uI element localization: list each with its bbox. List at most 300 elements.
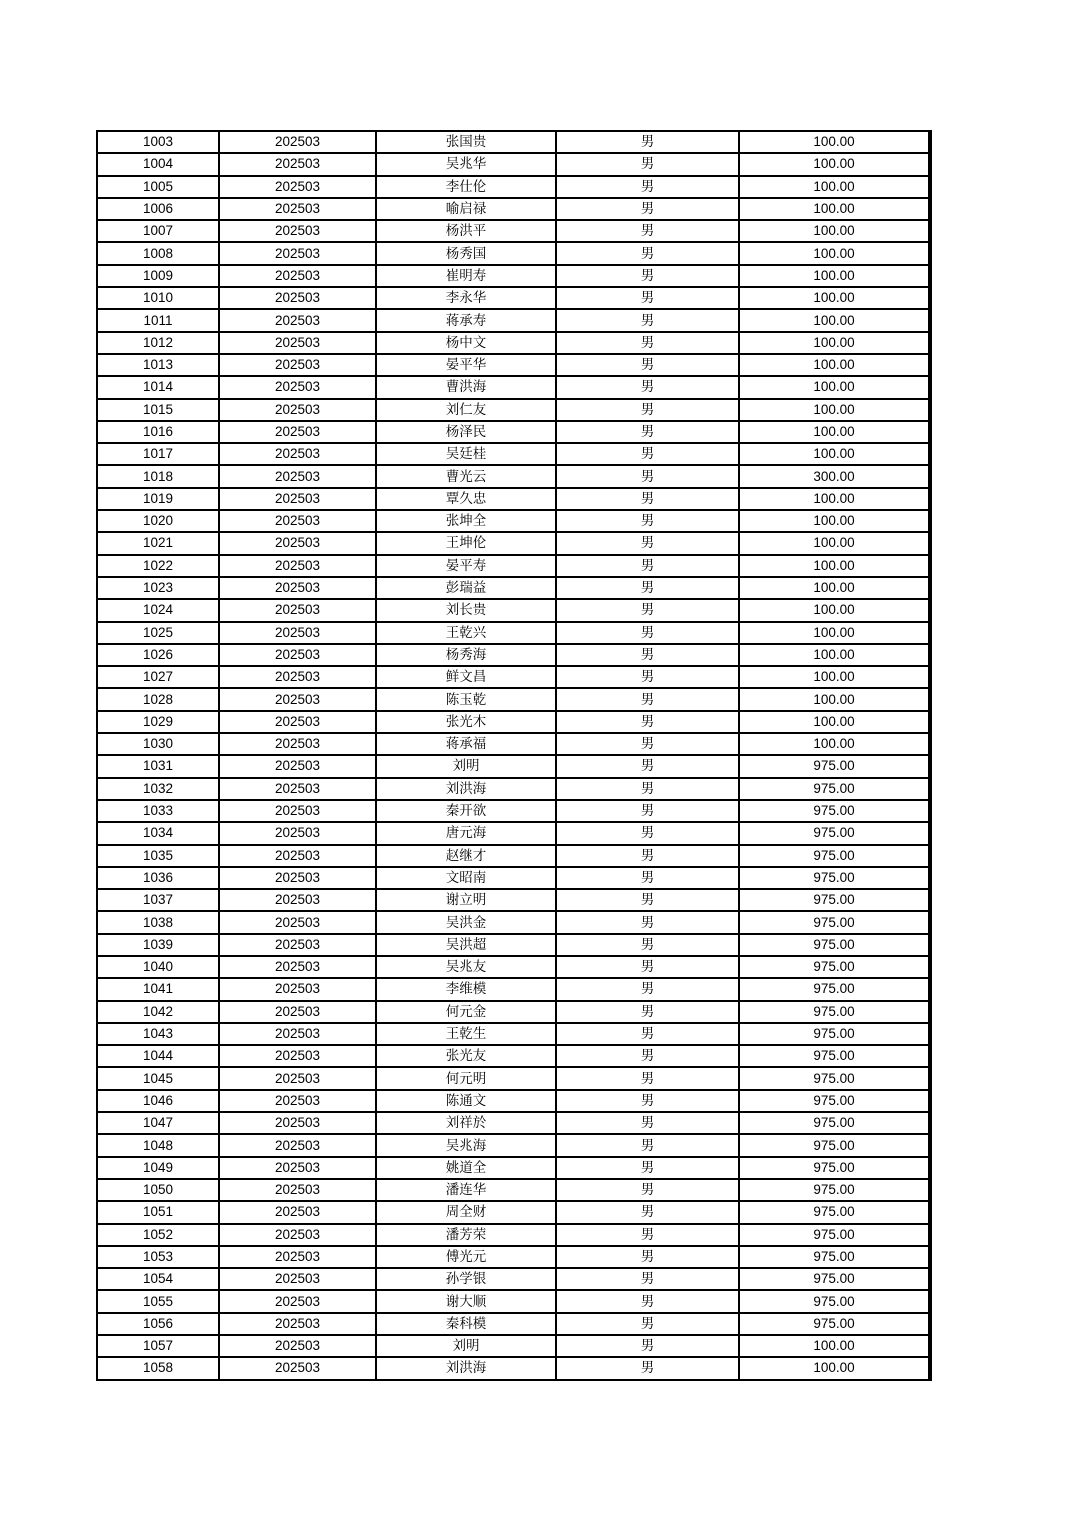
cell-gender: 男 xyxy=(556,242,739,264)
cell-period: 202503 xyxy=(219,1112,376,1134)
cell-name: 张坤全 xyxy=(376,510,556,532)
cell-name: 张光友 xyxy=(376,1045,556,1067)
cell-id: 1046 xyxy=(97,1090,219,1112)
cell-name: 吴洪金 xyxy=(376,911,556,933)
cell-id: 1005 xyxy=(97,176,219,198)
cell-period: 202503 xyxy=(219,443,376,465)
cell-name: 刘洪海 xyxy=(376,1357,556,1379)
cell-period: 202503 xyxy=(219,265,376,287)
cell-amount: 100.00 xyxy=(739,666,930,688)
cell-period: 202503 xyxy=(219,1179,376,1201)
cell-name: 吴兆海 xyxy=(376,1134,556,1156)
cell-period: 202503 xyxy=(219,1023,376,1045)
cell-amount: 100.00 xyxy=(739,176,930,198)
cell-gender: 男 xyxy=(556,800,739,822)
cell-id: 1020 xyxy=(97,510,219,532)
cell-gender: 男 xyxy=(556,733,739,755)
table-row xyxy=(97,1001,930,1023)
cell-amount: 100.00 xyxy=(739,488,930,510)
cell-amount: 100.00 xyxy=(739,622,930,644)
cell-period: 202503 xyxy=(219,1335,376,1357)
cell-gender: 男 xyxy=(556,309,739,331)
cell-amount: 100.00 xyxy=(739,421,930,443)
table-row xyxy=(97,1313,930,1335)
cell-gender: 男 xyxy=(556,354,739,376)
data-table xyxy=(96,130,932,1381)
cell-period: 202503 xyxy=(219,332,376,354)
cell-name: 刘洪海 xyxy=(376,778,556,800)
cell-period: 202503 xyxy=(219,599,376,621)
cell-period: 202503 xyxy=(219,354,376,376)
cell-amount: 975.00 xyxy=(739,1179,930,1201)
cell-amount: 100.00 xyxy=(739,354,930,376)
cell-amount: 975.00 xyxy=(739,1313,930,1335)
cell-gender: 男 xyxy=(556,1313,739,1335)
cell-name: 何元明 xyxy=(376,1067,556,1089)
cell-id: 1052 xyxy=(97,1224,219,1246)
cell-id: 1057 xyxy=(97,1335,219,1357)
cell-gender: 男 xyxy=(556,1157,739,1179)
cell-name: 王坤伦 xyxy=(376,532,556,554)
cell-gender: 男 xyxy=(556,867,739,889)
cell-name: 鲜文昌 xyxy=(376,666,556,688)
cell-gender: 男 xyxy=(556,755,739,777)
cell-gender: 男 xyxy=(556,153,739,175)
cell-gender: 男 xyxy=(556,510,739,532)
cell-id: 1035 xyxy=(97,845,219,867)
cell-period: 202503 xyxy=(219,733,376,755)
table-row xyxy=(97,666,930,688)
cell-period: 202503 xyxy=(219,1246,376,1268)
cell-amount: 100.00 xyxy=(739,711,930,733)
cell-id: 1028 xyxy=(97,688,219,710)
cell-period: 202503 xyxy=(219,399,376,421)
cell-gender: 男 xyxy=(556,778,739,800)
cell-period: 202503 xyxy=(219,822,376,844)
table-row xyxy=(97,532,930,554)
cell-name: 唐元海 xyxy=(376,822,556,844)
table-row xyxy=(97,1357,930,1379)
cell-gender: 男 xyxy=(556,956,739,978)
table-row xyxy=(97,510,930,532)
table-row xyxy=(97,911,930,933)
cell-name: 刘仁友 xyxy=(376,399,556,421)
cell-name: 晏平寿 xyxy=(376,555,556,577)
cell-name: 蒋承寿 xyxy=(376,309,556,331)
cell-period: 202503 xyxy=(219,778,376,800)
cell-id: 1021 xyxy=(97,532,219,554)
cell-name: 谢大顺 xyxy=(376,1290,556,1312)
cell-period: 202503 xyxy=(219,131,376,153)
cell-name: 张光木 xyxy=(376,711,556,733)
table-row xyxy=(97,577,930,599)
cell-period: 202503 xyxy=(219,242,376,264)
cell-gender: 男 xyxy=(556,688,739,710)
cell-name: 潘芳荣 xyxy=(376,1224,556,1246)
cell-period: 202503 xyxy=(219,845,376,867)
cell-name: 文昭南 xyxy=(376,867,556,889)
cell-gender: 男 xyxy=(556,1134,739,1156)
cell-gender: 男 xyxy=(556,577,739,599)
cell-amount: 100.00 xyxy=(739,198,930,220)
cell-name: 王乾生 xyxy=(376,1023,556,1045)
cell-id: 1025 xyxy=(97,622,219,644)
cell-amount: 100.00 xyxy=(739,599,930,621)
cell-period: 202503 xyxy=(219,220,376,242)
cell-id: 1008 xyxy=(97,242,219,264)
cell-name: 吴兆华 xyxy=(376,153,556,175)
cell-name: 谢立明 xyxy=(376,889,556,911)
cell-gender: 男 xyxy=(556,399,739,421)
cell-name: 刘长贵 xyxy=(376,599,556,621)
table-row xyxy=(97,1335,930,1357)
table-row xyxy=(97,1157,930,1179)
cell-id: 1034 xyxy=(97,822,219,844)
cell-id: 1022 xyxy=(97,555,219,577)
cell-period: 202503 xyxy=(219,800,376,822)
cell-gender: 男 xyxy=(556,131,739,153)
cell-name: 曹洪海 xyxy=(376,376,556,398)
cell-gender: 男 xyxy=(556,911,739,933)
cell-id: 1016 xyxy=(97,421,219,443)
cell-period: 202503 xyxy=(219,421,376,443)
cell-amount: 100.00 xyxy=(739,555,930,577)
cell-period: 202503 xyxy=(219,934,376,956)
table-row xyxy=(97,376,930,398)
cell-amount: 100.00 xyxy=(739,153,930,175)
table-row xyxy=(97,1290,930,1312)
cell-name: 吴洪超 xyxy=(376,934,556,956)
table-row xyxy=(97,800,930,822)
table-row xyxy=(97,287,930,309)
table-row xyxy=(97,488,930,510)
cell-amount: 975.00 xyxy=(739,822,930,844)
cell-name: 潘连华 xyxy=(376,1179,556,1201)
cell-id: 1051 xyxy=(97,1201,219,1223)
sheet-area xyxy=(96,130,932,1381)
cell-name: 刘明 xyxy=(376,1335,556,1357)
cell-id: 1029 xyxy=(97,711,219,733)
cell-name: 孙学银 xyxy=(376,1268,556,1290)
table-row xyxy=(97,622,930,644)
cell-gender: 男 xyxy=(556,711,739,733)
cell-name: 蒋承福 xyxy=(376,733,556,755)
cell-period: 202503 xyxy=(219,510,376,532)
table-row xyxy=(97,845,930,867)
cell-id: 1004 xyxy=(97,153,219,175)
cell-gender: 男 xyxy=(556,644,739,666)
cell-period: 202503 xyxy=(219,755,376,777)
cell-id: 1045 xyxy=(97,1067,219,1089)
cell-id: 1042 xyxy=(97,1001,219,1023)
cell-gender: 男 xyxy=(556,332,739,354)
cell-gender: 男 xyxy=(556,1224,739,1246)
cell-id: 1040 xyxy=(97,956,219,978)
cell-gender: 男 xyxy=(556,1246,739,1268)
cell-amount: 100.00 xyxy=(739,510,930,532)
cell-period: 202503 xyxy=(219,1313,376,1335)
cell-name: 吴廷桂 xyxy=(376,443,556,465)
cell-period: 202503 xyxy=(219,1290,376,1312)
cell-name: 曹光云 xyxy=(376,465,556,487)
cell-amount: 100.00 xyxy=(739,644,930,666)
cell-amount: 100.00 xyxy=(739,1357,930,1379)
cell-name: 赵继才 xyxy=(376,845,556,867)
cell-amount: 975.00 xyxy=(739,1067,930,1089)
table-row xyxy=(97,956,930,978)
table-row xyxy=(97,399,930,421)
cell-amount: 975.00 xyxy=(739,1045,930,1067)
cell-amount: 975.00 xyxy=(739,978,930,1000)
cell-name: 李维模 xyxy=(376,978,556,1000)
cell-name: 覃久忠 xyxy=(376,488,556,510)
cell-name: 彭瑞益 xyxy=(376,577,556,599)
cell-period: 202503 xyxy=(219,1001,376,1023)
cell-period: 202503 xyxy=(219,1224,376,1246)
cell-gender: 男 xyxy=(556,265,739,287)
cell-id: 1031 xyxy=(97,755,219,777)
cell-id: 1006 xyxy=(97,198,219,220)
cell-amount: 100.00 xyxy=(739,532,930,554)
cell-period: 202503 xyxy=(219,198,376,220)
table-row xyxy=(97,309,930,331)
cell-amount: 100.00 xyxy=(739,220,930,242)
cell-id: 1037 xyxy=(97,889,219,911)
cell-gender: 男 xyxy=(556,421,739,443)
cell-id: 1033 xyxy=(97,800,219,822)
cell-id: 1019 xyxy=(97,488,219,510)
cell-id: 1011 xyxy=(97,309,219,331)
cell-amount: 975.00 xyxy=(739,1268,930,1290)
cell-amount: 300.00 xyxy=(739,465,930,487)
cell-period: 202503 xyxy=(219,1157,376,1179)
cell-amount: 100.00 xyxy=(739,131,930,153)
cell-period: 202503 xyxy=(219,644,376,666)
table-row xyxy=(97,1179,930,1201)
cell-id: 1049 xyxy=(97,1157,219,1179)
cell-gender: 男 xyxy=(556,532,739,554)
cell-name: 杨秀国 xyxy=(376,242,556,264)
cell-id: 1014 xyxy=(97,376,219,398)
cell-amount: 100.00 xyxy=(739,265,930,287)
cell-gender: 男 xyxy=(556,622,739,644)
cell-amount: 975.00 xyxy=(739,867,930,889)
cell-amount: 975.00 xyxy=(739,800,930,822)
cell-gender: 男 xyxy=(556,1112,739,1134)
cell-period: 202503 xyxy=(219,889,376,911)
cell-period: 202503 xyxy=(219,1268,376,1290)
cell-id: 1053 xyxy=(97,1246,219,1268)
table-row xyxy=(97,1090,930,1112)
table-row xyxy=(97,1023,930,1045)
cell-id: 1015 xyxy=(97,399,219,421)
cell-amount: 100.00 xyxy=(739,577,930,599)
table-row xyxy=(97,242,930,264)
table-row xyxy=(97,153,930,175)
cell-amount: 100.00 xyxy=(739,242,930,264)
cell-period: 202503 xyxy=(219,688,376,710)
cell-id: 1055 xyxy=(97,1290,219,1312)
cell-id: 1013 xyxy=(97,354,219,376)
cell-id: 1041 xyxy=(97,978,219,1000)
cell-id: 1010 xyxy=(97,287,219,309)
cell-name: 喻启禄 xyxy=(376,198,556,220)
cell-name: 吴兆友 xyxy=(376,956,556,978)
cell-name: 陈通文 xyxy=(376,1090,556,1112)
cell-amount: 975.00 xyxy=(739,1201,930,1223)
cell-gender: 男 xyxy=(556,465,739,487)
cell-id: 1018 xyxy=(97,465,219,487)
table-row xyxy=(97,1134,930,1156)
cell-id: 1054 xyxy=(97,1268,219,1290)
cell-period: 202503 xyxy=(219,711,376,733)
cell-period: 202503 xyxy=(219,1045,376,1067)
cell-gender: 男 xyxy=(556,1023,739,1045)
table-row xyxy=(97,822,930,844)
cell-name: 李仕伦 xyxy=(376,176,556,198)
cell-id: 1044 xyxy=(97,1045,219,1067)
cell-id: 1027 xyxy=(97,666,219,688)
cell-gender: 男 xyxy=(556,1090,739,1112)
cell-name: 周全财 xyxy=(376,1201,556,1223)
cell-name: 杨洪平 xyxy=(376,220,556,242)
cell-amount: 975.00 xyxy=(739,1001,930,1023)
cell-amount: 975.00 xyxy=(739,1157,930,1179)
cell-amount: 100.00 xyxy=(739,688,930,710)
table-row xyxy=(97,1246,930,1268)
table-row xyxy=(97,755,930,777)
cell-period: 202503 xyxy=(219,1067,376,1089)
cell-amount: 100.00 xyxy=(739,733,930,755)
cell-id: 1047 xyxy=(97,1112,219,1134)
cell-gender: 男 xyxy=(556,1201,739,1223)
cell-gender: 男 xyxy=(556,822,739,844)
cell-id: 1036 xyxy=(97,867,219,889)
cell-name: 秦开欲 xyxy=(376,800,556,822)
cell-period: 202503 xyxy=(219,532,376,554)
table-row xyxy=(97,1112,930,1134)
cell-amount: 975.00 xyxy=(739,889,930,911)
table-row xyxy=(97,733,930,755)
cell-gender: 男 xyxy=(556,889,739,911)
table-row xyxy=(97,198,930,220)
cell-name: 刘祥於 xyxy=(376,1112,556,1134)
cell-gender: 男 xyxy=(556,599,739,621)
table-row xyxy=(97,443,930,465)
cell-id: 1058 xyxy=(97,1357,219,1379)
table-row xyxy=(97,1201,930,1223)
table-row xyxy=(97,644,930,666)
cell-gender: 男 xyxy=(556,1357,739,1379)
cell-gender: 男 xyxy=(556,1290,739,1312)
cell-gender: 男 xyxy=(556,287,739,309)
cell-gender: 男 xyxy=(556,488,739,510)
cell-name: 晏平华 xyxy=(376,354,556,376)
table-row xyxy=(97,1067,930,1089)
cell-name: 杨泽民 xyxy=(376,421,556,443)
cell-period: 202503 xyxy=(219,465,376,487)
cell-amount: 975.00 xyxy=(739,1246,930,1268)
cell-amount: 100.00 xyxy=(739,287,930,309)
cell-amount: 975.00 xyxy=(739,1112,930,1134)
table-row xyxy=(97,1268,930,1290)
table-row xyxy=(97,978,930,1000)
table-row xyxy=(97,131,930,153)
cell-gender: 男 xyxy=(556,376,739,398)
cell-gender: 男 xyxy=(556,443,739,465)
cell-name: 秦科模 xyxy=(376,1313,556,1335)
table-body xyxy=(97,131,930,1380)
cell-id: 1048 xyxy=(97,1134,219,1156)
cell-gender: 男 xyxy=(556,198,739,220)
cell-amount: 975.00 xyxy=(739,845,930,867)
cell-amount: 975.00 xyxy=(739,1023,930,1045)
cell-period: 202503 xyxy=(219,1134,376,1156)
cell-period: 202503 xyxy=(219,376,376,398)
table-row xyxy=(97,934,930,956)
table-row xyxy=(97,1045,930,1067)
table-row xyxy=(97,688,930,710)
cell-period: 202503 xyxy=(219,622,376,644)
table-row xyxy=(97,889,930,911)
cell-period: 202503 xyxy=(219,1201,376,1223)
cell-gender: 男 xyxy=(556,176,739,198)
table-row xyxy=(97,555,930,577)
cell-id: 1039 xyxy=(97,934,219,956)
cell-amount: 975.00 xyxy=(739,1090,930,1112)
table-row xyxy=(97,599,930,621)
cell-amount: 975.00 xyxy=(739,911,930,933)
cell-amount: 100.00 xyxy=(739,399,930,421)
cell-id: 1003 xyxy=(97,131,219,153)
cell-id: 1038 xyxy=(97,911,219,933)
cell-id: 1023 xyxy=(97,577,219,599)
cell-amount: 975.00 xyxy=(739,755,930,777)
table-row xyxy=(97,176,930,198)
table-row xyxy=(97,867,930,889)
cell-gender: 男 xyxy=(556,845,739,867)
cell-amount: 100.00 xyxy=(739,1335,930,1357)
table-row xyxy=(97,421,930,443)
cell-gender: 男 xyxy=(556,555,739,577)
cell-gender: 男 xyxy=(556,1268,739,1290)
cell-amount: 100.00 xyxy=(739,443,930,465)
cell-amount: 975.00 xyxy=(739,1134,930,1156)
cell-name: 崔明寿 xyxy=(376,265,556,287)
cell-gender: 男 xyxy=(556,1067,739,1089)
cell-id: 1012 xyxy=(97,332,219,354)
table-row xyxy=(97,1224,930,1246)
cell-id: 1026 xyxy=(97,644,219,666)
table-row xyxy=(97,354,930,376)
cell-gender: 男 xyxy=(556,1045,739,1067)
cell-id: 1030 xyxy=(97,733,219,755)
cell-name: 刘明 xyxy=(376,755,556,777)
cell-amount: 975.00 xyxy=(739,778,930,800)
cell-amount: 975.00 xyxy=(739,956,930,978)
table-row xyxy=(97,265,930,287)
cell-period: 202503 xyxy=(219,287,376,309)
cell-gender: 男 xyxy=(556,220,739,242)
cell-period: 202503 xyxy=(219,956,376,978)
cell-id: 1017 xyxy=(97,443,219,465)
cell-name: 张国贵 xyxy=(376,131,556,153)
cell-period: 202503 xyxy=(219,978,376,1000)
table-row xyxy=(97,465,930,487)
table-row xyxy=(97,220,930,242)
cell-gender: 男 xyxy=(556,1335,739,1357)
cell-period: 202503 xyxy=(219,488,376,510)
